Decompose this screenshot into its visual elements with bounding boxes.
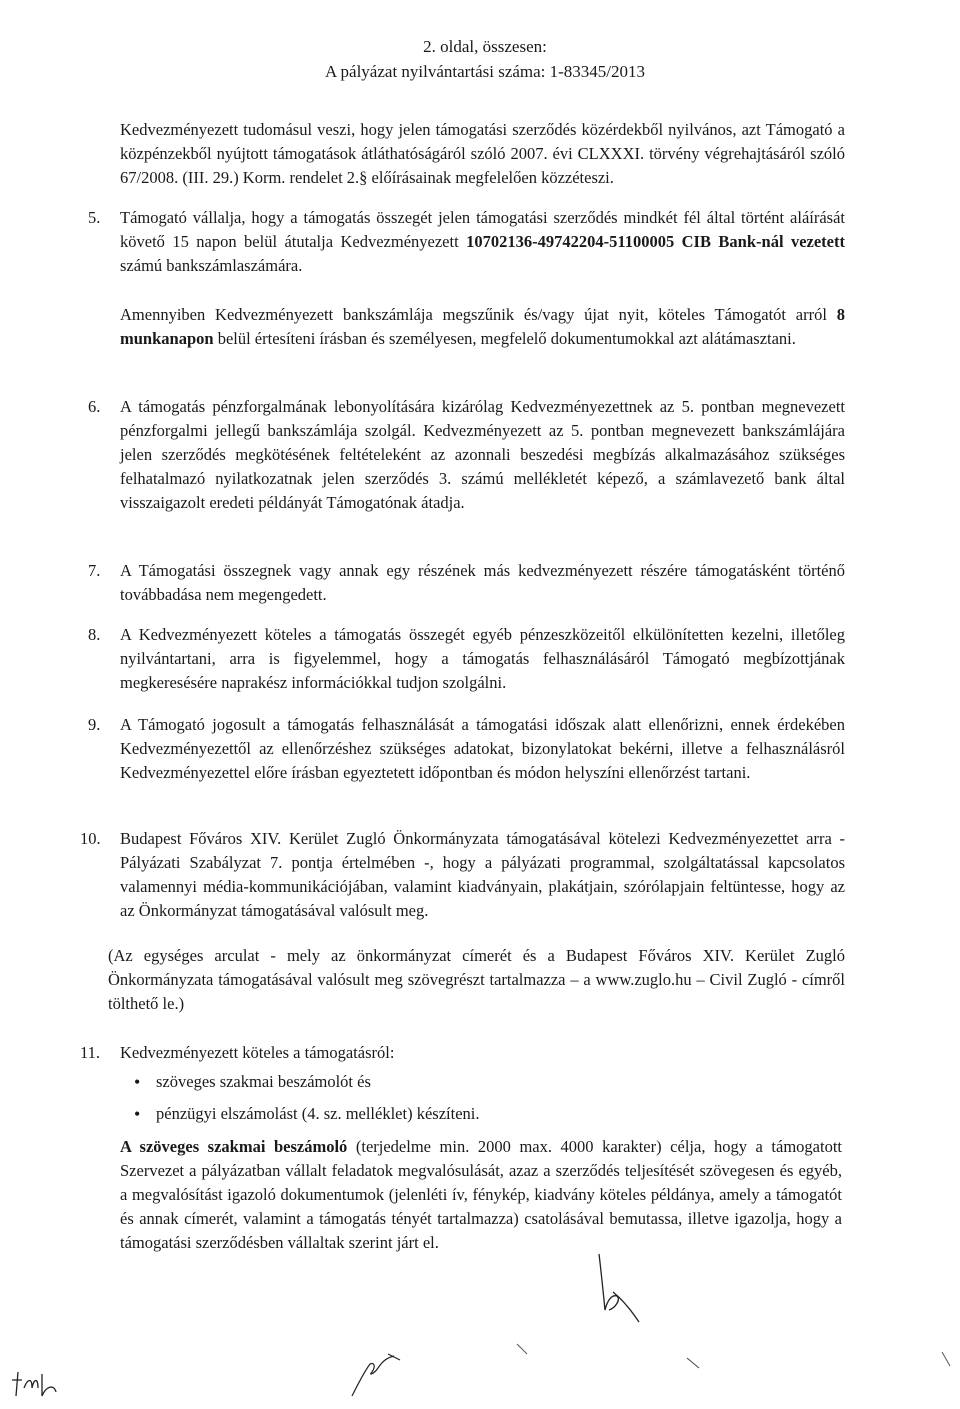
closing-paragraph xyxy=(120,1135,842,1255)
signature-mark-left xyxy=(10,1366,62,1409)
item-11-lead: Kedvezményezett köteles a támogatásról: xyxy=(120,1043,395,1062)
item-7-text: A Támogatási összegnek vagy annak egy részének más kedvezményezett részére támogatásként történő továbbadása nem megengedett. xyxy=(120,561,845,604)
edge-mark xyxy=(940,1350,954,1377)
item-5-text-c: számú bankszámlaszámára. xyxy=(120,256,303,275)
item-6-number: 6. xyxy=(88,397,101,416)
signature-mark-right xyxy=(595,1250,645,1332)
bank-account-number: 10702136-49742204-51100005 CIB Bank-nál vezetett xyxy=(466,232,845,251)
small-mark xyxy=(685,1355,705,1379)
page-counter: 2. oldal, összesen: xyxy=(423,37,547,56)
page-header xyxy=(0,34,960,84)
item-8-number: 8. xyxy=(88,625,101,644)
notice-period: 8 munkanapon xyxy=(120,305,845,348)
item-9-number: 9. xyxy=(88,715,101,734)
item-9-text: A Támogató jogosult a támogatás felhasználását a támogatási időszak alatt ellenőrizni, ennek érdekében Kedvezményezettől az ellenőrzéshez szükséges adatokat, bizonylatokat bekérni, illetve a felhasználásról Kedvezményezettel előre írásban egyeztetett időpontban és módon helyszíni ellenőrzést tartani. xyxy=(120,715,845,782)
item-7-number: 7. xyxy=(88,561,101,580)
item-10-note: (Az egységes arculat - mely az önkormányzat címerét és a Budapest Főváros XIV. Kerület Zugló Önkormányzata támogatásával valósult meg szövegrészt tartalmazza – a www.zuglo.hu – Civil Zugló - címről tölthető le.) xyxy=(108,946,845,1013)
small-dash-mark xyxy=(515,1342,535,1369)
item-8-text: A Kedvezményezett köteles a támogatás összegét egyéb pénzeszközeitől elkülönítetten kezelni, illetőleg nyilvántartani, arra is figyelemmel, hogy a támogatás felhasználásáról Támogató megbízottjának megkeresésére naprakész információkkal tudjon szolgálni. xyxy=(120,625,845,692)
item-6-text: A támogatás pénzforgalmának lebonyolítására kizárólag Kedvezményezettnek az 5. pontban megnevezett pénzforgalmi jellegű bankszámlája szolgál. Kedvezményezett az 5. pontban megnevezett bankszámlájára jelen szerződés megkötésének feltételeként az azonnali beszedési megbízás alkalmazásához szükséges felhatalmazó nyilatkozatnak jelen szerződés 3. számú mellékletét képező, a számlavezető bank által visszaigazolt eredeti példányát Támogatónak átadja. xyxy=(120,397,845,512)
item-5-paragraph-2 xyxy=(120,303,845,351)
item-5-number: 5. xyxy=(88,208,101,227)
closing-rest: (terjedelme min. 2000 max. 4000 karakter) célja, hogy a támogatott Szervezet a pályázatban vállalt feladatok megvalósulását, azaz a szerződés teljesítését szövegesen és egyéb, a megvalósítást igazoló dokumentumok (jelenléti ív, fénykép, kiadvány köteles példánya, amely a támogatót és annak címerét, valamint a támogatás tényét tartalmazza) csatolásával bemutassa, illetve igazolja, hogy a támogatási szerződésben vállaltak szerint járt el. xyxy=(120,1137,842,1252)
signature-mark-center xyxy=(348,1350,408,1407)
intro-paragraph: Kedvezményezett tudomásul veszi, hogy jelen támogatási szerződés közérdekből nyilvános, azt Támogató a közpénzekből nyújtott támogatások átláthatóságáról szóló 2007. évi CLXXXI. törvény végrehajtásáról szóló 67/2008. (III. 29.) Korm. rendelet 2.§ előírásainak megfelelően közzéteszi. xyxy=(120,120,845,187)
list-item: • pénzügyi elszámolást (4. sz. melléklet) készíteni. xyxy=(156,1102,845,1126)
application-number: A pályázat nyilvántartási száma: 1-83345/2013 xyxy=(324,62,646,81)
item-5-text xyxy=(120,206,845,278)
list-item: • szöveges szakmai beszámolót és xyxy=(156,1070,845,1094)
item-5-p2-a: Amennyiben Kedvezményezett bankszámlája megszűnik és/vagy újat nyit, köteles Támogatót arról xyxy=(120,305,837,324)
item-5-text-a: Támogató vállalja, hogy a támogatás összegét jelen támogatási szerződés mindkét fél által történt aláírását követő 15 napon belül átutalja Kedvezményezett xyxy=(120,208,845,251)
closing-bold-lead: A szöveges szakmai beszámoló xyxy=(120,1137,348,1156)
item-10-number: 10. xyxy=(80,829,101,848)
item-11-number: 11. xyxy=(80,1043,101,1062)
item-11-text xyxy=(120,1041,845,1126)
item-5-p2-c: belül értesíteni írásban és személyesen, megfelelő dokumentumokkal azt alátámasztani. xyxy=(213,329,796,348)
report-list xyxy=(120,1070,845,1126)
item-10-text: Budapest Főváros XIV. Kerület Zugló Önkormányzata támogatásával kötelezi Kedvezményezettet arra - Pályázati Szabályzat 7. pontja értelmében -, hogy a pályázati programmal, szolgáltatással kapcsolatos valamennyi média-kommunikációjában, valamint kiadványain, plakátjain, szórólapjain feltüntesse, hogy az az Önkormányzat támogatásával valósult meg. xyxy=(120,829,845,920)
